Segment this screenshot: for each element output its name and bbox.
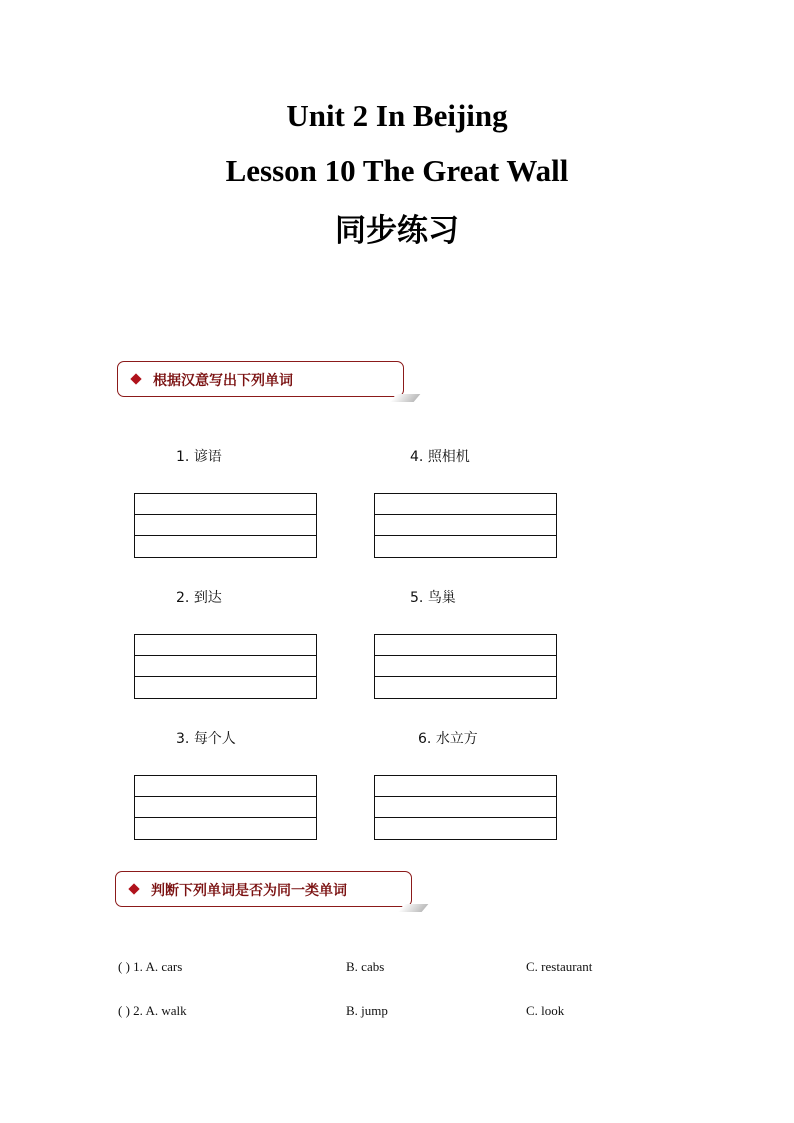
item-text: 到达	[193, 590, 222, 606]
writing-line[interactable]	[135, 635, 316, 656]
item-text: 水立方	[435, 731, 478, 747]
item-number: 1.	[176, 449, 190, 465]
item-text: 照相机	[427, 449, 470, 465]
writing-line[interactable]	[375, 515, 556, 536]
writing-line[interactable]	[375, 797, 556, 818]
option-a: A. cars	[145, 959, 183, 974]
writing-lines-5[interactable]	[374, 634, 557, 699]
writing-lines-2[interactable]	[134, 634, 317, 699]
writing-line[interactable]	[135, 656, 316, 677]
writing-line[interactable]	[135, 797, 316, 818]
item-label-4	[410, 446, 470, 466]
writing-line[interactable]	[375, 776, 556, 797]
writing-line[interactable]	[135, 515, 316, 536]
option-b: B. cabs	[346, 959, 385, 974]
answer-bracket[interactable]: ( )	[118, 959, 130, 974]
question-number: 2.	[133, 1003, 143, 1018]
writing-line[interactable]	[375, 818, 556, 839]
answer-bracket[interactable]: ( )	[118, 1003, 130, 1018]
item-number: 3.	[176, 731, 190, 747]
option-b: B. jump	[346, 1003, 388, 1018]
writing-line[interactable]	[375, 677, 556, 698]
item-number: 5.	[410, 590, 424, 606]
writing-line[interactable]	[375, 656, 556, 677]
writing-lines-3[interactable]	[134, 775, 317, 840]
item-number: 2.	[176, 590, 190, 606]
writing-line[interactable]	[135, 677, 316, 698]
question-row-1	[118, 959, 182, 975]
writing-line[interactable]	[135, 776, 316, 797]
item-label-1	[176, 446, 222, 466]
writing-lines-1[interactable]	[134, 493, 317, 558]
section-header-translate	[117, 361, 404, 397]
diamond-bullet-icon	[130, 373, 141, 384]
item-number: 6.	[418, 731, 432, 747]
section-heading: 判断下列单词是否为同一类单词	[151, 883, 347, 899]
writing-line[interactable]	[135, 818, 316, 839]
section-header-classify	[115, 871, 412, 907]
item-label-5	[410, 587, 456, 607]
question-number: 1.	[133, 959, 143, 974]
option-c: C. restaurant	[526, 959, 593, 974]
writing-line[interactable]	[375, 494, 556, 515]
section-heading: 根据汉意写出下列单词	[153, 373, 293, 389]
unit-title: Unit 2 In Beijing	[286, 98, 508, 133]
option-a: A. walk	[145, 1003, 187, 1018]
writing-lines-6[interactable]	[374, 775, 557, 840]
writing-line[interactable]	[375, 536, 556, 557]
header-shadow	[398, 904, 429, 912]
question-row-2	[118, 1003, 187, 1019]
writing-line[interactable]	[135, 536, 316, 557]
item-text: 每个人	[193, 731, 236, 747]
item-label-2	[176, 587, 222, 607]
diamond-bullet-icon	[128, 883, 139, 894]
subtitle: 同步练习	[335, 213, 459, 249]
writing-lines-4[interactable]	[374, 493, 557, 558]
item-text: 鸟巢	[427, 590, 456, 606]
writing-line[interactable]	[135, 494, 316, 515]
writing-line[interactable]	[375, 635, 556, 656]
option-c: C. look	[526, 1003, 565, 1018]
item-text: 谚语	[193, 449, 222, 465]
item-label-3	[176, 728, 236, 748]
header-shadow	[390, 394, 421, 402]
lesson-title: Lesson 10 The Great Wall	[225, 153, 569, 188]
item-number: 4.	[410, 449, 424, 465]
item-label-6	[418, 728, 478, 748]
